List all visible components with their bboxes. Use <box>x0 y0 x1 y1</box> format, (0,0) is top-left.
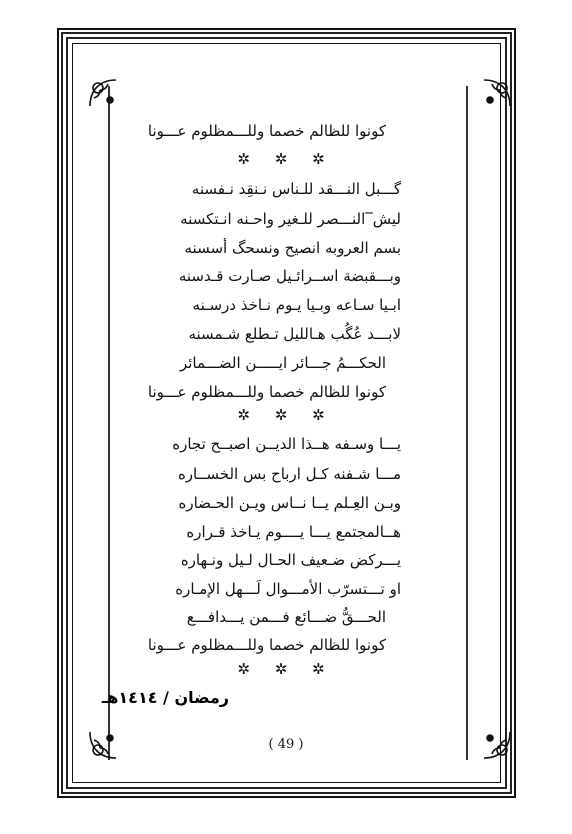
poem-line: ابـيا سـاعه وبـيا يـوم نـاخذ درسـنه <box>192 296 401 314</box>
poem-line: وبـن العِـلم يــا نــاس ويـن الحـضاره <box>178 494 401 512</box>
poem-line: وبـــقبضة اســرائـيل صـارت قـدسنه <box>178 267 401 285</box>
corner-ornament-icon <box>86 76 120 110</box>
poem-line: الحـــقُّ ضـــائع فـــمن يـــدافـــع <box>186 608 386 626</box>
poem-line: لابـــد عُگُب هـالليل تـطلع شـمسنه <box>188 325 401 343</box>
poem-line: او تـــتسرّب الأمـــوال لَـــهل الإمـاره <box>175 580 401 598</box>
stanza-separator: ✲ ✲ ✲ <box>237 660 335 678</box>
corner-ornament-icon <box>480 76 514 110</box>
page-number: ( 49 ) <box>268 737 304 752</box>
stanza-separator: ✲ ✲ ✲ <box>237 150 335 168</box>
poem-line: الحكـــمُ جـــائر ايـــــن الضـــمائر <box>179 354 386 372</box>
poem-line: مـــا شـفنه كـل ارباح بس الخســاره <box>177 465 401 483</box>
poem-line: گـــبل النـــقد للـناس نـنقِد نـفسنه <box>191 180 401 198</box>
stanza-separator: ✲ ✲ ✲ <box>237 406 335 424</box>
poem-line: هــالمجتمع يـــا يــــوم يـاخذ قـراره <box>186 523 401 541</box>
poem-line: بسم العروبه انصيح ونسحگ أسسنه <box>184 239 401 257</box>
poem-refrain-line: كونوا للظالم خصما وللـــمظلوم عـــونا <box>147 122 386 140</box>
poem-line: يـــا وسـفه هــذا الديــن اصبــح تجاره <box>172 435 401 453</box>
poem-line: يـــركض ضـعيف الحـال لـيل ونـهاره <box>180 551 401 569</box>
poem-line: ليش‾النـــصر للـغير واحـنه انـتكسنه <box>180 210 401 228</box>
poem-date: رمضان / ١٤١٤هـ <box>101 688 229 707</box>
poem-refrain-line: كونوا للظالم خصما وللـــمظلوم عـــونا <box>147 383 386 401</box>
poem-refrain-line: كونوا للظالم خصما وللـــمظلوم عـــونا <box>147 636 386 654</box>
